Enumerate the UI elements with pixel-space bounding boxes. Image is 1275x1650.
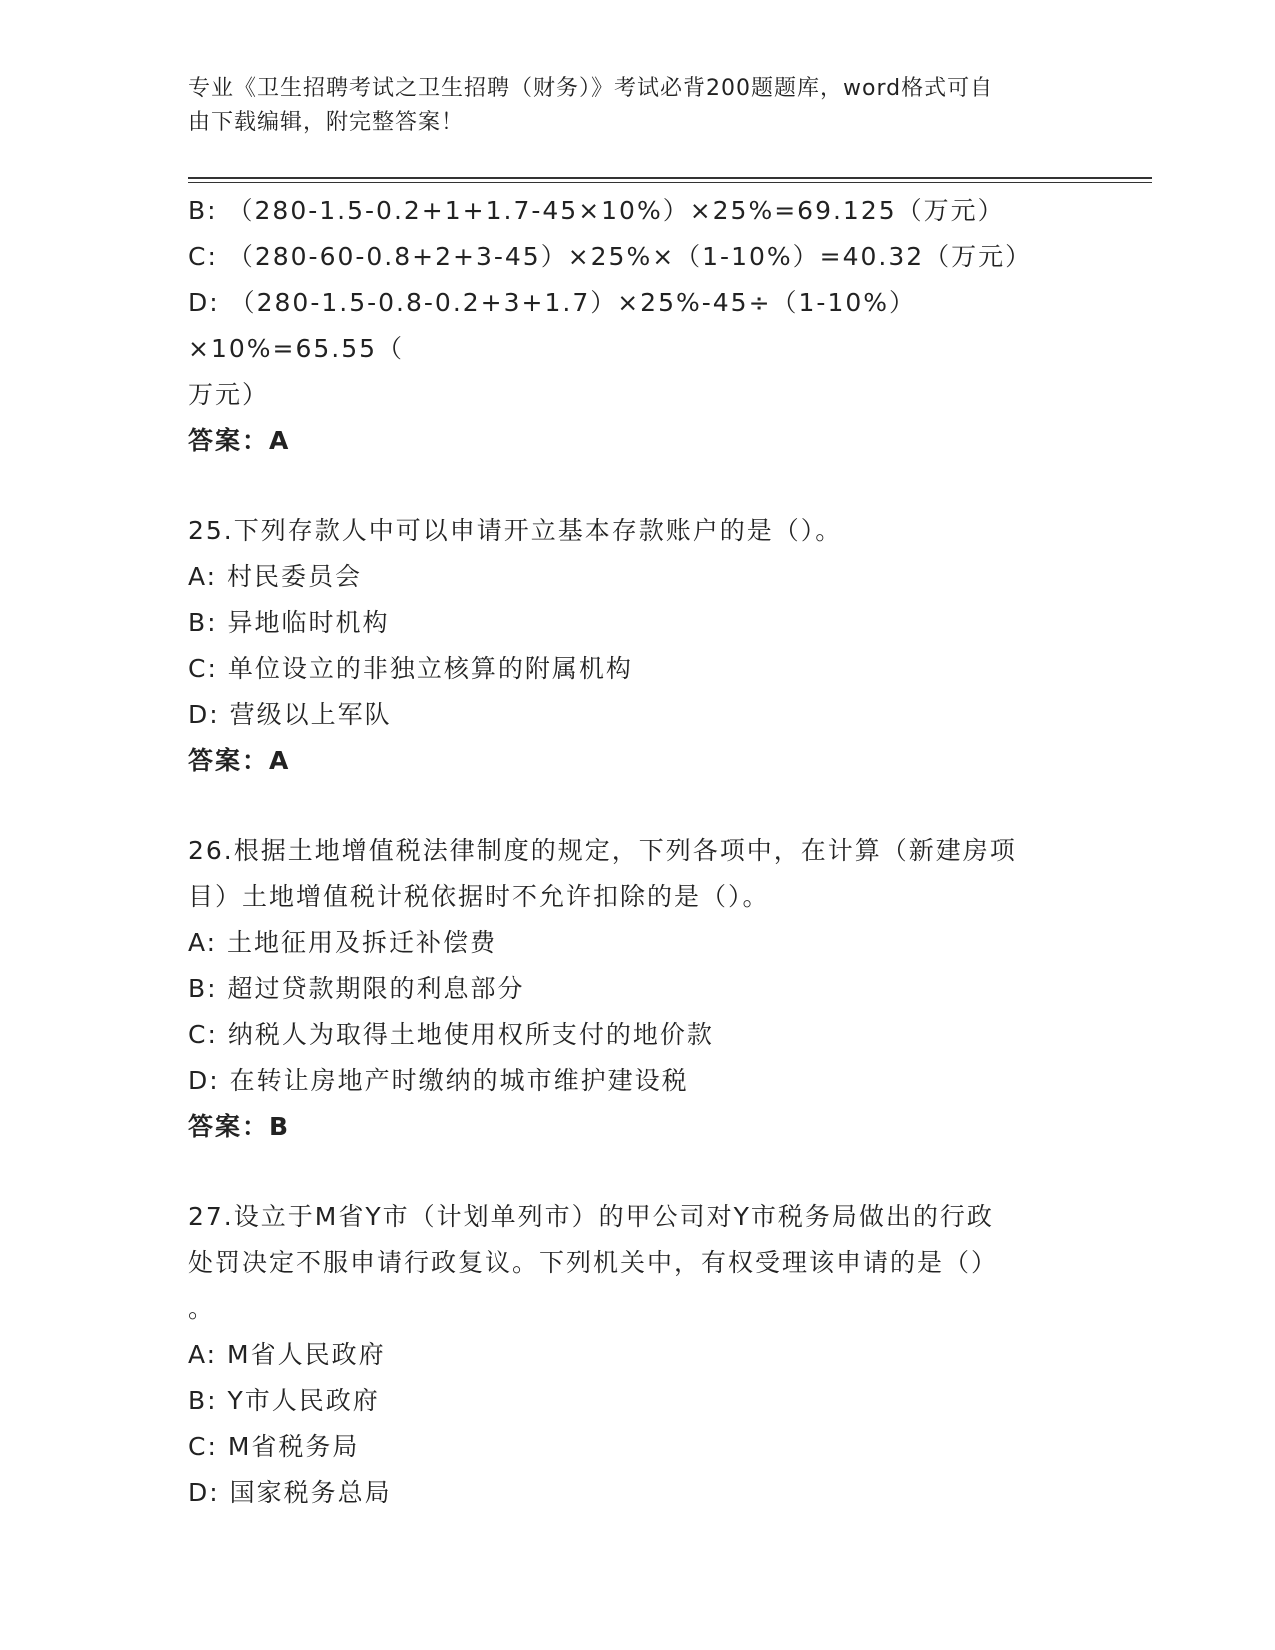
question-stem-line-1: 27.设立于M省Y市（计划单列市）的甲公司对Y市税务局做出的行政	[188, 1202, 994, 1231]
option-b: B: （280-1.5-0.2+1+1.7-45×10%）×25%=69.125（万元）	[188, 196, 1005, 225]
question-25	[188, 508, 1088, 784]
option-c: C: 单位设立的非独立核算的附属机构	[188, 654, 633, 683]
question-stem-line-3: 。	[188, 1294, 216, 1323]
option-b: B: 异地临时机构	[188, 608, 390, 637]
header-divider-thin	[188, 182, 1152, 183]
option-d: D: （280-1.5-0.8-0.2+3+1.7）×25%-45÷（1-10%）×10%=65.55（	[188, 288, 917, 363]
option-c: C: （280-60-0.8+2+3-45）×25%×（1-10%）=40.32（万元）	[188, 242, 1033, 271]
option-c: C: 纳税人为取得土地使用权所支付的地价款	[188, 1020, 714, 1049]
option-b: B: Y市人民政府	[188, 1386, 380, 1415]
answer-line: 答案：A	[188, 426, 291, 455]
option-a: A: 村民委员会	[188, 562, 363, 591]
option-d: D: 营级以上军队	[188, 700, 392, 729]
document-body	[188, 188, 1088, 1516]
option-a: A: M省人民政府	[188, 1340, 386, 1369]
answer-line: 答案：B	[188, 1112, 291, 1141]
question-27	[188, 1194, 1088, 1516]
question-stem-line-2: 目）土地增值税计税依据时不允许扣除的是（）。	[188, 882, 770, 911]
continued-question	[188, 188, 1088, 464]
question-stem: 25.下列存款人中可以申请开立基本存款账户的是（）。	[188, 516, 843, 545]
option-a: A: 土地征用及拆迁补偿费	[188, 928, 498, 957]
option-d: D: 在转让房地产时缴纳的城市维护建设税	[188, 1066, 689, 1095]
question-stem-line-1: 26.根据土地增值税法律制度的规定，下列各项中，在计算（新建房项	[188, 836, 1017, 865]
document-header	[188, 72, 1068, 140]
header-title-line-1: 专业《卫生招聘考试之卫生招聘（财务）》考试必背200题题库，word格式可自	[188, 76, 994, 101]
option-c: C: M省税务局	[188, 1432, 360, 1461]
question-26	[188, 828, 1088, 1150]
option-b: B: 超过贷款期限的利息部分	[188, 974, 525, 1003]
option-d-continuation: 万元）	[188, 380, 270, 409]
option-d: D: 国家税务总局	[188, 1478, 392, 1507]
header-title-line-2: 由下载编辑，附完整答案！	[188, 110, 465, 135]
header-divider-thick	[188, 177, 1152, 179]
answer-line: 答案：A	[188, 746, 291, 775]
question-stem-line-2: 处罚决定不服申请行政复议。下列机关中，有权受理该申请的是（）	[188, 1248, 999, 1277]
